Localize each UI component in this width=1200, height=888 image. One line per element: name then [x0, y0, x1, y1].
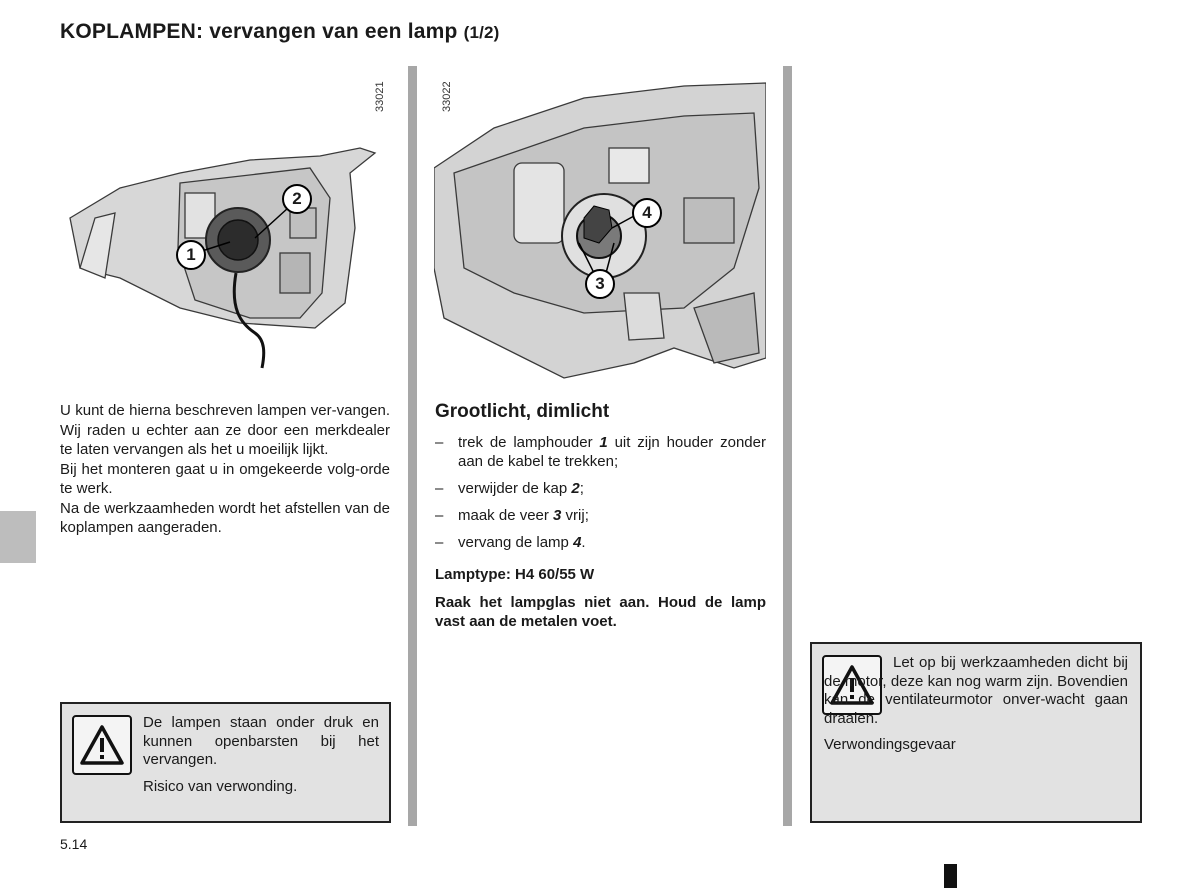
- warning-risk: Risico van verwonding.: [143, 777, 298, 795]
- column-divider-left: [408, 66, 417, 826]
- procedure-step: – verwijder de kap 2;: [435, 480, 584, 497]
- warning-box-pressure: [60, 702, 391, 823]
- column-divider-right: [783, 66, 792, 826]
- figure-code-right: 33022: [441, 81, 453, 112]
- intro-text: [60, 401, 390, 538]
- procedure-steps: [435, 433, 766, 560]
- intro-paragraph: Bij het monteren gaat u in omgekeerde volg-orde te werk.: [60, 460, 390, 497]
- intro-paragraph: U kunt de hierna beschreven lampen ver-vangen. Wij raden u echter aan ze door een merkdealer te laten vervangen als het u moeilijk lijkt.: [60, 402, 390, 458]
- callout-4: 4: [632, 198, 662, 228]
- procedure-step: – maak de veer 3 vrij;: [435, 507, 589, 524]
- callout-1: 1: [176, 240, 206, 270]
- callout-3: 3: [585, 269, 615, 299]
- warning-text: [143, 714, 379, 796]
- procedure-step: – vervang de lamp 4.: [435, 534, 586, 551]
- callout-2: 2: [282, 184, 312, 214]
- title-part: (1/2): [463, 23, 500, 42]
- page-number: 5.14: [60, 836, 88, 852]
- warning-text: [824, 654, 1128, 755]
- title-main: KOPLAMPEN: vervangen van een lamp: [60, 20, 458, 43]
- figure-code-left: 33021: [374, 81, 386, 112]
- warning-box-engine: [810, 642, 1142, 823]
- warning-risk: Verwondingsgevaar: [824, 736, 956, 753]
- warning-line: De lampen staan onder druk en kunnen openbarsten bij het vervangen.: [143, 714, 379, 768]
- section-heading: Grootlicht, dimlicht: [435, 401, 610, 422]
- page-title: [60, 20, 500, 44]
- procedure-step: – trek de lamphouder 1 uit zijn houder zonder aan de kabel te trekken;: [435, 434, 766, 470]
- intro-paragraph: Na de werkzaamheden wordt het afstellen van de koplampen aangeraden.: [60, 499, 390, 536]
- lamp-type: Lamptype: H4 60/55 W: [435, 566, 595, 583]
- handling-note: Raak het lampglas niet aan. Houd de lamp vast aan de metalen voet.: [435, 594, 766, 630]
- chapter-tab: [0, 511, 36, 563]
- headlamp-rear-figure: [60, 68, 395, 378]
- headlamp-bulb-figure: [434, 68, 766, 382]
- warning-triangle-icon: [72, 715, 132, 775]
- crop-mark: [944, 864, 957, 888]
- warning-engine-text: Let op bij werkzaamheden dicht bij de motor, deze kan nog warm zijn. Bovendien kan de ventilateurmotor onver-wacht gaan draaien.: [824, 654, 1128, 727]
